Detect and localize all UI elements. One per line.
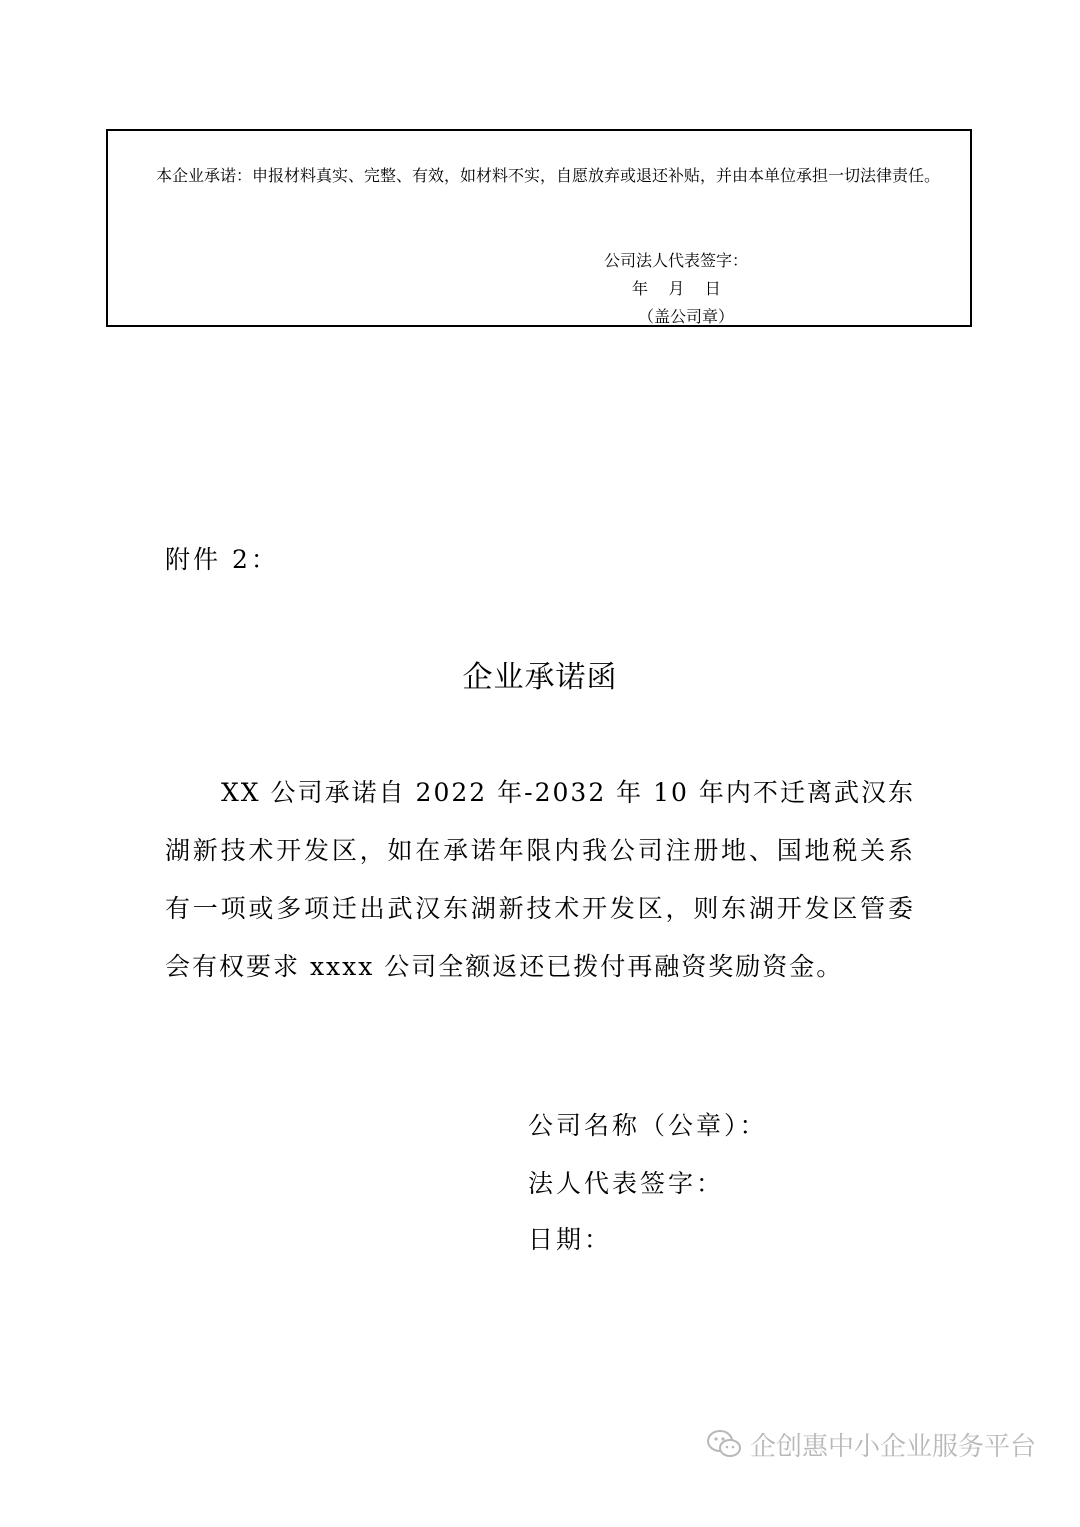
date-line: 年 月 日 bbox=[632, 279, 721, 298]
commitment-text: 本企业承诺：申报材料真实、完整、有效，如材料不实，自愿放弃或退还补贴，并由本单位承担一切法律责任。 bbox=[156, 166, 941, 185]
watermark-text: 企创惠中小企业服务平台 bbox=[750, 1431, 1037, 1462]
legal-rep-signature-label: 公司法人代表签字： bbox=[604, 251, 749, 270]
watermark bbox=[706, 1424, 1036, 1464]
letter-body: XX 公司承诺自 2022 年-2032 年 10 年内不迁离武汉东湖新技术开发区，如在承诺年限内我公司注册地、国地税关系有一项或多项迁出武汉东湖新技术开发区，则东湖开发区管委会有权要求 xxxx 公司全额返还已拨付再融资奖励资金。 bbox=[165, 778, 915, 981]
company-name-label: 公司名称（公章）： bbox=[528, 1111, 768, 1140]
page-title: 企业承诺函 bbox=[462, 660, 618, 695]
legal-rep-label: 法人代表签字： bbox=[528, 1169, 725, 1198]
commitment-box bbox=[106, 129, 972, 327]
attachment-label: 附件 2： bbox=[165, 545, 279, 574]
seal-note: （盖公司章） bbox=[638, 307, 735, 326]
date-label: 日期： bbox=[528, 1225, 613, 1254]
wechat-icon bbox=[706, 1429, 742, 1459]
